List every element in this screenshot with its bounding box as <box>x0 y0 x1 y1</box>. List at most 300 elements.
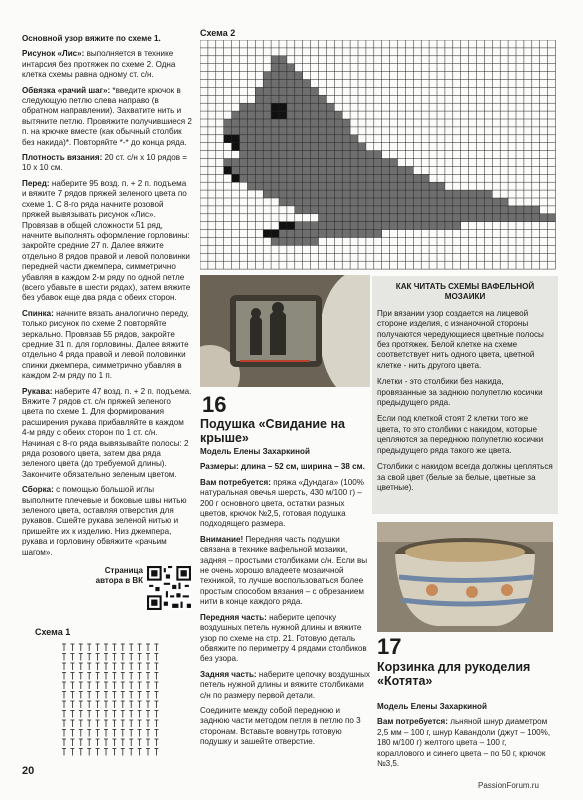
chart-cell <box>263 143 271 151</box>
chart-cell <box>311 230 319 238</box>
chart-cell <box>358 143 366 151</box>
chart-cell <box>255 159 263 167</box>
chart-cell <box>319 143 327 151</box>
chart-cell <box>398 206 406 214</box>
chart-cell <box>421 206 429 214</box>
chart-cell <box>240 174 248 182</box>
chart-cell <box>429 198 437 206</box>
chart-cell <box>429 182 437 190</box>
chart-cell <box>319 103 327 111</box>
hint-para: Если под клеткой стоят 2 клетки того же цвета, то это столбики с накидом, которые цепляются за переднюю полупетлю косички предыдущего ряда такого же цвета. <box>377 414 544 455</box>
project16-text <box>200 447 370 753</box>
chart-cell <box>240 159 248 167</box>
chart-cell <box>287 151 295 159</box>
chart-cell <box>224 135 232 143</box>
chart-cell <box>382 174 390 182</box>
chart-cell <box>240 135 248 143</box>
chart-cell <box>326 127 334 135</box>
chart-cell <box>303 143 311 151</box>
chart-cell <box>374 151 382 159</box>
chart-cell <box>247 103 255 111</box>
chart-cell <box>303 190 311 198</box>
chart-cell <box>342 214 350 222</box>
hint-title: КАК ЧИТАТЬ СХЕМЫ ВАФЕЛЬНОЙ МОЗАИКИ <box>395 282 535 302</box>
chart-cell <box>271 64 279 72</box>
chart-cell <box>311 238 319 246</box>
basket-photo <box>377 522 553 632</box>
chart-cell <box>382 182 390 190</box>
chart-cell <box>326 143 334 151</box>
chart-cell <box>303 135 311 143</box>
chart-cell <box>287 222 295 230</box>
chart-cell <box>326 166 334 174</box>
chart-cell <box>445 222 453 230</box>
chart-cell <box>469 198 477 206</box>
crab-stitch-para: Обвязка «рачий шаг»: *введите крючок в следующую петлю слева направо (в обратном направлении). Захватите нить и вытяните петлю. Провяжите получившиеся 2 п. на крючке вместе (как обычный столбик без накида)*. Повторяйте *-* до конца ряда. <box>22 85 192 147</box>
chart-cell <box>492 198 500 206</box>
left-column <box>22 34 192 563</box>
chart-cell <box>271 72 279 80</box>
chart-cell <box>279 111 287 119</box>
chart-cell <box>279 127 287 135</box>
chart-cell <box>453 198 461 206</box>
chart-cell <box>374 182 382 190</box>
chart-cell <box>366 198 374 206</box>
chart-cell <box>271 127 279 135</box>
chart-cell <box>247 151 255 159</box>
chart-cell <box>255 87 263 95</box>
chart-cell <box>271 103 279 111</box>
chart-cell <box>287 95 295 103</box>
chart-cell <box>342 190 350 198</box>
chart-cell <box>484 198 492 206</box>
chart-cell <box>263 95 271 103</box>
vk-page-link[interactable]: Страница автора в ВК <box>95 566 143 585</box>
chart-cell <box>263 87 271 95</box>
chart-cell <box>342 182 350 190</box>
chart-cell <box>319 166 327 174</box>
chart-cell <box>405 174 413 182</box>
chart-cell <box>358 190 366 198</box>
project16-attention: Внимание! Передняя часть подушки связана в технике вафельной мозаики, задняя – простыми столбиками с/н. Если вы не очень хорошо владеете мозаичной техникой, то лучше воспользоваться более простым способом вязания – с обрезанием нити в конце каждого ряда. <box>200 534 368 607</box>
chart-cell <box>382 159 390 167</box>
chart-cell <box>358 151 366 159</box>
project17-title: Корзинка для рукоделия «Котята» <box>377 660 531 688</box>
chart-cell <box>374 166 382 174</box>
chart-cell <box>326 230 334 238</box>
chart-cell <box>311 111 319 119</box>
chart-cell <box>453 190 461 198</box>
chart-cell <box>319 230 327 238</box>
chart-cell <box>445 190 453 198</box>
chart-cell <box>413 206 421 214</box>
chart-cell <box>326 214 334 222</box>
chart-cell <box>508 214 516 222</box>
chart-cell <box>492 206 500 214</box>
chart-cell <box>350 190 358 198</box>
chart-cell <box>390 206 398 214</box>
chart-cell <box>374 214 382 222</box>
chart-cell <box>295 238 303 246</box>
chart-cell <box>342 119 350 127</box>
chart-cell <box>319 119 327 127</box>
chart-cell <box>382 190 390 198</box>
chart-cell <box>255 127 263 135</box>
chart-cell <box>413 174 421 182</box>
chart-cell <box>295 151 303 159</box>
chart-cell <box>405 206 413 214</box>
chart-cell <box>263 166 271 174</box>
chart-cell <box>366 182 374 190</box>
chart-cell <box>247 135 255 143</box>
chart-cell <box>382 206 390 214</box>
chart-cell <box>350 159 358 167</box>
chart-cell <box>421 182 429 190</box>
chart-cell <box>445 206 453 214</box>
chart-cell <box>366 222 374 230</box>
chart-cell <box>271 95 279 103</box>
chart-cell <box>358 230 366 238</box>
chart-cell <box>240 119 248 127</box>
chart-cell <box>334 190 342 198</box>
project16-size: Размеры: длина – 52 см, ширина – 38 см. <box>200 462 365 472</box>
chart-cell <box>263 111 271 119</box>
chart-cell <box>224 166 232 174</box>
chart-cell <box>374 222 382 230</box>
chart-cell <box>295 174 303 182</box>
chart-cell <box>255 166 263 174</box>
chart-cell <box>311 103 319 111</box>
project17-model: Модель Елены Захаркиной <box>377 702 487 711</box>
chart-cell <box>295 230 303 238</box>
chart-cell <box>263 119 271 127</box>
chart-cell <box>342 151 350 159</box>
chart-cell <box>271 151 279 159</box>
chart-cell <box>390 174 398 182</box>
fox-chart-grid <box>200 40 558 270</box>
chart-cell <box>295 80 303 88</box>
chart-cell <box>295 159 303 167</box>
chart-cell <box>303 206 311 214</box>
chart-cell <box>366 174 374 182</box>
chart-cell <box>334 135 342 143</box>
chart-cell <box>469 190 477 198</box>
chart-cell <box>255 174 263 182</box>
chart-cell <box>461 190 469 198</box>
chart-cell <box>279 119 287 127</box>
chart-cell <box>413 182 421 190</box>
chart-cell <box>390 166 398 174</box>
hint-para: Клетки - это столбики без накида, провязанные за заднюю полупетлю косички предыдущего ряда. <box>377 377 543 408</box>
chart-cell <box>342 222 350 230</box>
page-number: 20 <box>22 765 35 777</box>
chart-cell <box>334 214 342 222</box>
chart-cell <box>311 190 319 198</box>
chart-cell <box>295 222 303 230</box>
chart-cell <box>405 190 413 198</box>
chart-cell <box>303 182 311 190</box>
chart-cell <box>516 206 524 214</box>
chart-cell <box>342 135 350 143</box>
chart-cell <box>421 190 429 198</box>
chart-cell <box>350 198 358 206</box>
chart-cell <box>303 95 311 103</box>
chart-cell <box>484 190 492 198</box>
chart-cell <box>303 166 311 174</box>
chart-cell <box>263 151 271 159</box>
site-watermark: PassionForum.ru <box>478 781 539 790</box>
chart-cell <box>374 230 382 238</box>
chart-cell <box>421 222 429 230</box>
chart-cell <box>437 214 445 222</box>
chart-cell <box>492 214 500 222</box>
chart-cell <box>326 111 334 119</box>
chart-cell <box>334 198 342 206</box>
chart-cell <box>319 174 327 182</box>
chart-cell <box>303 230 311 238</box>
chart-cell <box>279 159 287 167</box>
chart-cell <box>358 182 366 190</box>
chart-cell <box>366 214 374 222</box>
chart-cell <box>366 166 374 174</box>
chart-cell <box>240 127 248 135</box>
chart-cell <box>295 143 303 151</box>
project16-back: Задняя часть: наберите цепочку воздушных петель нужной длины и вяжите столбиками с/н по размеру первой детали. <box>200 669 370 700</box>
chart-cell <box>326 135 334 143</box>
chart-cell <box>271 166 279 174</box>
chart-cell <box>326 151 334 159</box>
chart-cell <box>524 214 532 222</box>
chart-cell <box>342 143 350 151</box>
chart-cell <box>295 127 303 135</box>
chart-cell <box>279 64 287 72</box>
chart-cell <box>374 206 382 214</box>
chart-cell <box>532 214 540 222</box>
chart-cell <box>334 166 342 174</box>
chart-cell <box>271 87 279 95</box>
chart-cell <box>319 159 327 167</box>
chart-cell <box>484 214 492 222</box>
chart-cell <box>334 151 342 159</box>
chart-cell <box>271 56 279 64</box>
chart-cell <box>255 143 263 151</box>
chart-cell <box>279 230 287 238</box>
chart-cell <box>390 214 398 222</box>
chart-cell <box>271 238 279 246</box>
chart-cell <box>358 206 366 214</box>
qr-code-icon[interactable] <box>147 566 191 610</box>
hint-box <box>377 282 553 499</box>
chart-cell <box>287 198 295 206</box>
chart-cell <box>287 182 295 190</box>
chart-cell <box>350 135 358 143</box>
chart-cell <box>287 166 295 174</box>
chart-cell <box>500 198 508 206</box>
chart-cell <box>247 159 255 167</box>
chart-cell <box>295 87 303 95</box>
chart-cell <box>532 206 540 214</box>
chart-cell <box>358 222 366 230</box>
chart-cell <box>453 222 461 230</box>
chart-cell <box>358 198 366 206</box>
chart-cell <box>303 222 311 230</box>
chart-cell <box>287 87 295 95</box>
chart-cell <box>461 206 469 214</box>
chart-cell <box>271 174 279 182</box>
chart-cell <box>287 238 295 246</box>
chart-cell <box>358 214 366 222</box>
chart-cell <box>382 214 390 222</box>
chart-cell <box>398 198 406 206</box>
chart-cell <box>287 80 295 88</box>
chart-cell <box>350 206 358 214</box>
chart-cell <box>461 198 469 206</box>
chart-cell <box>326 182 334 190</box>
chart-cell <box>271 182 279 190</box>
hint-para: Столбики с накидом всегда должны цепляться за свой цвет (белые за белые, цветные за цветные). <box>377 462 553 492</box>
chart-cell <box>224 119 232 127</box>
chart-cell <box>232 143 240 151</box>
chart-cell <box>232 127 240 135</box>
chart-cell <box>540 214 548 222</box>
chart-cell <box>334 127 342 135</box>
chart-cell <box>247 127 255 135</box>
chart-cell <box>421 174 429 182</box>
chart-cell <box>279 174 287 182</box>
chart-cell <box>350 166 358 174</box>
chart-cell <box>469 206 477 214</box>
chart-cell <box>311 95 319 103</box>
chart-cell <box>287 135 295 143</box>
chart-cell <box>382 166 390 174</box>
chart-cell <box>303 159 311 167</box>
chart-cell <box>263 103 271 111</box>
project16-join: Соедините между собой переднюю и заднюю части методом петля в петлю по 3 сторонам. Вставьте вовнутрь готовую подушку и зашейте отверстие. <box>200 705 361 747</box>
chart-cell <box>303 151 311 159</box>
chart-cell <box>429 222 437 230</box>
chart-cell <box>453 206 461 214</box>
chart-cell <box>413 190 421 198</box>
chart-cell <box>247 166 255 174</box>
chart-cell <box>279 56 287 64</box>
chart-cell <box>453 214 461 222</box>
chart-cell <box>279 222 287 230</box>
chart-cell <box>342 198 350 206</box>
chart-cell <box>437 190 445 198</box>
chart-cell <box>398 214 406 222</box>
chart-cell <box>232 166 240 174</box>
chart-cell <box>437 206 445 214</box>
project16-front: Передняя часть: наберите цепочку воздушных петель нужной длины и вяжите узор по схеме на стр. 21. Готовую деталь обвяжите по периметру 4 рядами столбиков без узора. <box>200 612 367 664</box>
chart-cell <box>303 238 311 246</box>
chart-cell <box>287 103 295 111</box>
chart-cell <box>413 198 421 206</box>
chart-cell <box>295 72 303 80</box>
chart-cell <box>232 119 240 127</box>
chart-cell <box>326 174 334 182</box>
chart-cell <box>295 182 303 190</box>
chart-cell <box>405 222 413 230</box>
chart-cell <box>287 143 295 151</box>
chart-cell <box>342 230 350 238</box>
chart-cell <box>311 87 319 95</box>
chart-cell <box>295 206 303 214</box>
chart-cell <box>319 206 327 214</box>
chart-cell <box>500 206 508 214</box>
chart-cell <box>232 111 240 119</box>
project16-materials: Вам потребуется: пряжа «Дундага» (100% натуральная овечья шерсть, 430 м/100 г) – 200 г основного цвета, остатки разных цветов, крючок №2,5, готовая подушка подходящего размера. <box>200 477 364 529</box>
chart-cell <box>350 222 358 230</box>
chart-cell <box>279 95 287 103</box>
chart-cell <box>358 174 366 182</box>
chart-cell <box>398 182 406 190</box>
chart-cell <box>271 135 279 143</box>
chart-cell <box>279 166 287 174</box>
chart-cell <box>295 103 303 111</box>
chart-cell <box>279 238 287 246</box>
chart-cell <box>271 159 279 167</box>
chart-cell <box>271 190 279 198</box>
chart-cell <box>303 127 311 135</box>
chart-cell <box>255 151 263 159</box>
chart-cell <box>366 230 374 238</box>
chart-cell <box>319 127 327 135</box>
chart-cell <box>469 214 477 222</box>
chart-cell <box>311 174 319 182</box>
chart-cell <box>311 119 319 127</box>
chart-cell <box>390 190 398 198</box>
chart-cell <box>374 159 382 167</box>
chart-cell <box>421 198 429 206</box>
chart-cell <box>287 119 295 127</box>
chart-cell <box>240 166 248 174</box>
chart-cell <box>477 198 485 206</box>
chart-cell <box>421 214 429 222</box>
chart-cell <box>319 182 327 190</box>
chart-cell <box>319 151 327 159</box>
chart-cell <box>303 87 311 95</box>
chart-cell <box>263 127 271 135</box>
chart-cell <box>334 174 342 182</box>
chart-cell <box>445 198 453 206</box>
chart-cell <box>279 190 287 198</box>
chart-cell <box>279 72 287 80</box>
chart-cell <box>374 174 382 182</box>
chart-cell <box>263 230 271 238</box>
chart-cell <box>255 95 263 103</box>
chart-cell <box>326 198 334 206</box>
chart-cell <box>366 151 374 159</box>
chart-cell <box>350 151 358 159</box>
chart-cell <box>311 206 319 214</box>
chart-cell <box>334 206 342 214</box>
chart-cell <box>263 135 271 143</box>
chart-cell <box>548 214 556 222</box>
chart1-label: Схема 1 <box>35 627 71 637</box>
chart-cell <box>374 190 382 198</box>
chart-cell <box>287 111 295 119</box>
chart-cell <box>224 159 232 167</box>
chart-cell <box>279 143 287 151</box>
chart-cell <box>287 127 295 135</box>
chart-cell <box>232 159 240 167</box>
chart-cell <box>240 143 248 151</box>
pattern-note: Основной узор вяжите по схеме 1. <box>22 34 161 43</box>
chart-cell <box>303 103 311 111</box>
chart-cell <box>240 151 248 159</box>
chart-cell <box>334 182 342 190</box>
chart-cell <box>319 95 327 103</box>
